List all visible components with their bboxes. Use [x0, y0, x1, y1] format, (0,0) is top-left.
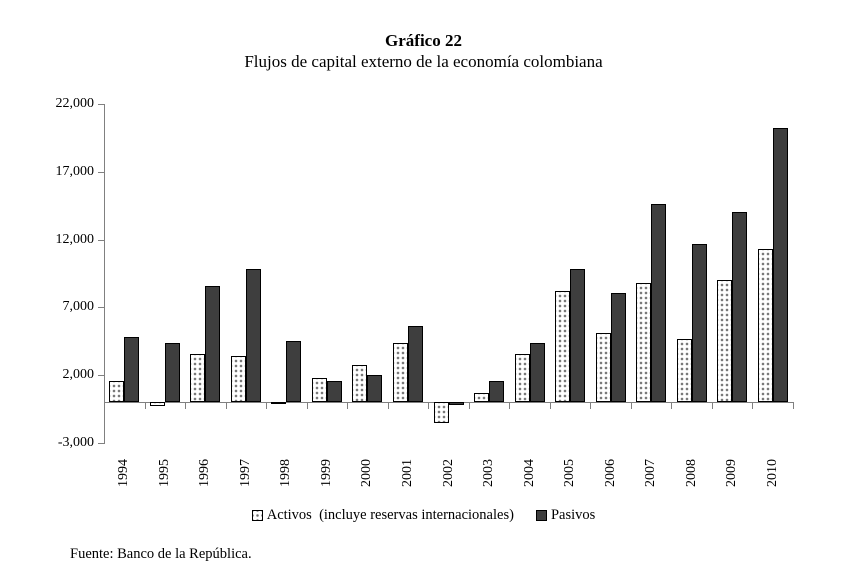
x-category-label — [226, 451, 266, 495]
x-category-label — [266, 451, 306, 495]
x-tick — [185, 402, 186, 409]
bar-activos-2002 — [434, 402, 449, 422]
bar-pasivos-1999 — [327, 381, 342, 403]
bar-activos-2000 — [352, 365, 367, 402]
x-category-label — [510, 451, 550, 495]
bar-pasivos-2002 — [449, 402, 464, 405]
y-axis-line — [104, 104, 105, 444]
legend — [0, 507, 847, 524]
bar-pasivos-2005 — [570, 269, 585, 403]
x-tick — [509, 402, 510, 409]
bar-activos-2007 — [636, 283, 651, 402]
x-category-text: 2004 — [521, 459, 537, 487]
x-category-text: 1995 — [156, 459, 172, 487]
bar-activos-1995 — [150, 402, 165, 406]
bar-pasivos-2008 — [692, 244, 707, 403]
x-category-label — [347, 451, 387, 495]
chart-subtitle: Flujos de capital externo de la economía colombiana — [244, 52, 603, 72]
source-note: Fuente: Banco de la República. — [70, 546, 252, 562]
x-tick — [712, 402, 713, 409]
x-category-text: 2003 — [481, 459, 497, 487]
x-category-text: 1998 — [278, 459, 294, 487]
bar-pasivos-2010 — [773, 128, 788, 402]
activos-swatch-icon — [252, 510, 263, 521]
y-tick — [98, 375, 104, 376]
y-tick — [98, 240, 104, 241]
x-category-label — [550, 451, 590, 495]
x-tick — [469, 402, 470, 409]
x-category-text: 2000 — [359, 459, 375, 487]
x-category-text: 2007 — [643, 459, 659, 487]
y-tick-label: 7,000 — [62, 299, 94, 315]
y-tick-label: 12,000 — [55, 231, 94, 247]
bar-activos-2001 — [393, 343, 408, 402]
x-tick — [307, 402, 308, 409]
x-category-label — [185, 451, 225, 495]
x-category-label — [429, 451, 469, 495]
x-category-label — [388, 451, 428, 495]
bar-activos-2010 — [758, 249, 773, 402]
x-category-text: 2009 — [724, 459, 740, 487]
x-tick — [590, 402, 591, 409]
legend-item-pasivos — [536, 507, 595, 524]
y-tick-label: 17,000 — [55, 163, 94, 179]
x-category-text: 1996 — [197, 459, 213, 487]
chart-title: Gráfico 22 — [385, 31, 462, 50]
title-block — [0, 30, 847, 73]
bar-pasivos-2009 — [732, 212, 747, 403]
bar-activos-2005 — [555, 291, 570, 402]
x-tick — [226, 402, 227, 409]
x-tick — [428, 402, 429, 409]
x-tick — [752, 402, 753, 409]
y-tick — [98, 104, 104, 105]
bar-activos-1996 — [190, 354, 205, 402]
x-tick — [145, 402, 146, 409]
x-category-text: 2010 — [764, 459, 780, 487]
bar-pasivos-2003 — [489, 381, 504, 403]
y-tick — [98, 443, 104, 444]
x-category-label — [753, 451, 793, 495]
x-category-text: 2001 — [399, 459, 415, 487]
x-category-text: 2005 — [562, 459, 578, 487]
bar-pasivos-1996 — [205, 286, 220, 403]
y-tick-label: 22,000 — [55, 96, 94, 111]
x-category-text: 2006 — [602, 459, 618, 487]
x-category-text: 1999 — [318, 459, 334, 487]
bar-activos-2003 — [474, 393, 489, 402]
bar-activos-1999 — [312, 378, 327, 402]
bar-activos-2006 — [596, 333, 611, 402]
pasivos-swatch-icon — [536, 510, 547, 521]
legend-label-pasivos: Pasivos — [550, 507, 596, 523]
bar-pasivos-1997 — [246, 269, 261, 403]
bar-activos-1998 — [271, 402, 286, 404]
legend-label-activos: Activos (incluye reservas internacionales) — [266, 507, 514, 523]
x-tick — [550, 402, 551, 409]
x-category-text: 1994 — [116, 459, 132, 487]
x-tick — [793, 402, 794, 409]
bar-pasivos-1995 — [165, 343, 180, 403]
bar-activos-1997 — [231, 356, 246, 403]
bar-pasivos-1998 — [286, 341, 301, 403]
x-tick — [104, 402, 105, 409]
legend-item-activos — [252, 507, 514, 524]
x-tick — [266, 402, 267, 409]
bar-activos-1994 — [109, 381, 124, 403]
bar-pasivos-2006 — [611, 293, 626, 402]
x-category-text: 2008 — [683, 459, 699, 487]
bar-pasivos-1994 — [124, 337, 139, 402]
x-category-label — [469, 451, 509, 495]
x-category-text: 1997 — [237, 459, 253, 487]
y-tick — [98, 172, 104, 173]
x-category-label — [672, 451, 712, 495]
x-tick — [671, 402, 672, 409]
bar-activos-2008 — [677, 339, 692, 403]
x-category-label — [631, 451, 671, 495]
x-tick — [347, 402, 348, 409]
x-category-label — [307, 451, 347, 495]
bar-pasivos-2000 — [367, 375, 382, 402]
y-tick — [98, 307, 104, 308]
x-tick — [631, 402, 632, 409]
bar-activos-2009 — [717, 280, 732, 402]
x-tick — [388, 402, 389, 409]
x-category-label — [104, 451, 144, 495]
bar-pasivos-2004 — [530, 343, 545, 402]
x-category-label — [145, 451, 185, 495]
x-category-label — [712, 451, 752, 495]
x-category-text: 2002 — [440, 459, 456, 487]
bar-pasivos-2001 — [408, 326, 423, 403]
bar-pasivos-2007 — [651, 204, 666, 402]
y-tick-label: 2,000 — [62, 367, 94, 383]
x-category-label — [591, 451, 631, 495]
bar-activos-2004 — [515, 354, 530, 403]
y-tick-label: -3,000 — [57, 435, 94, 450]
